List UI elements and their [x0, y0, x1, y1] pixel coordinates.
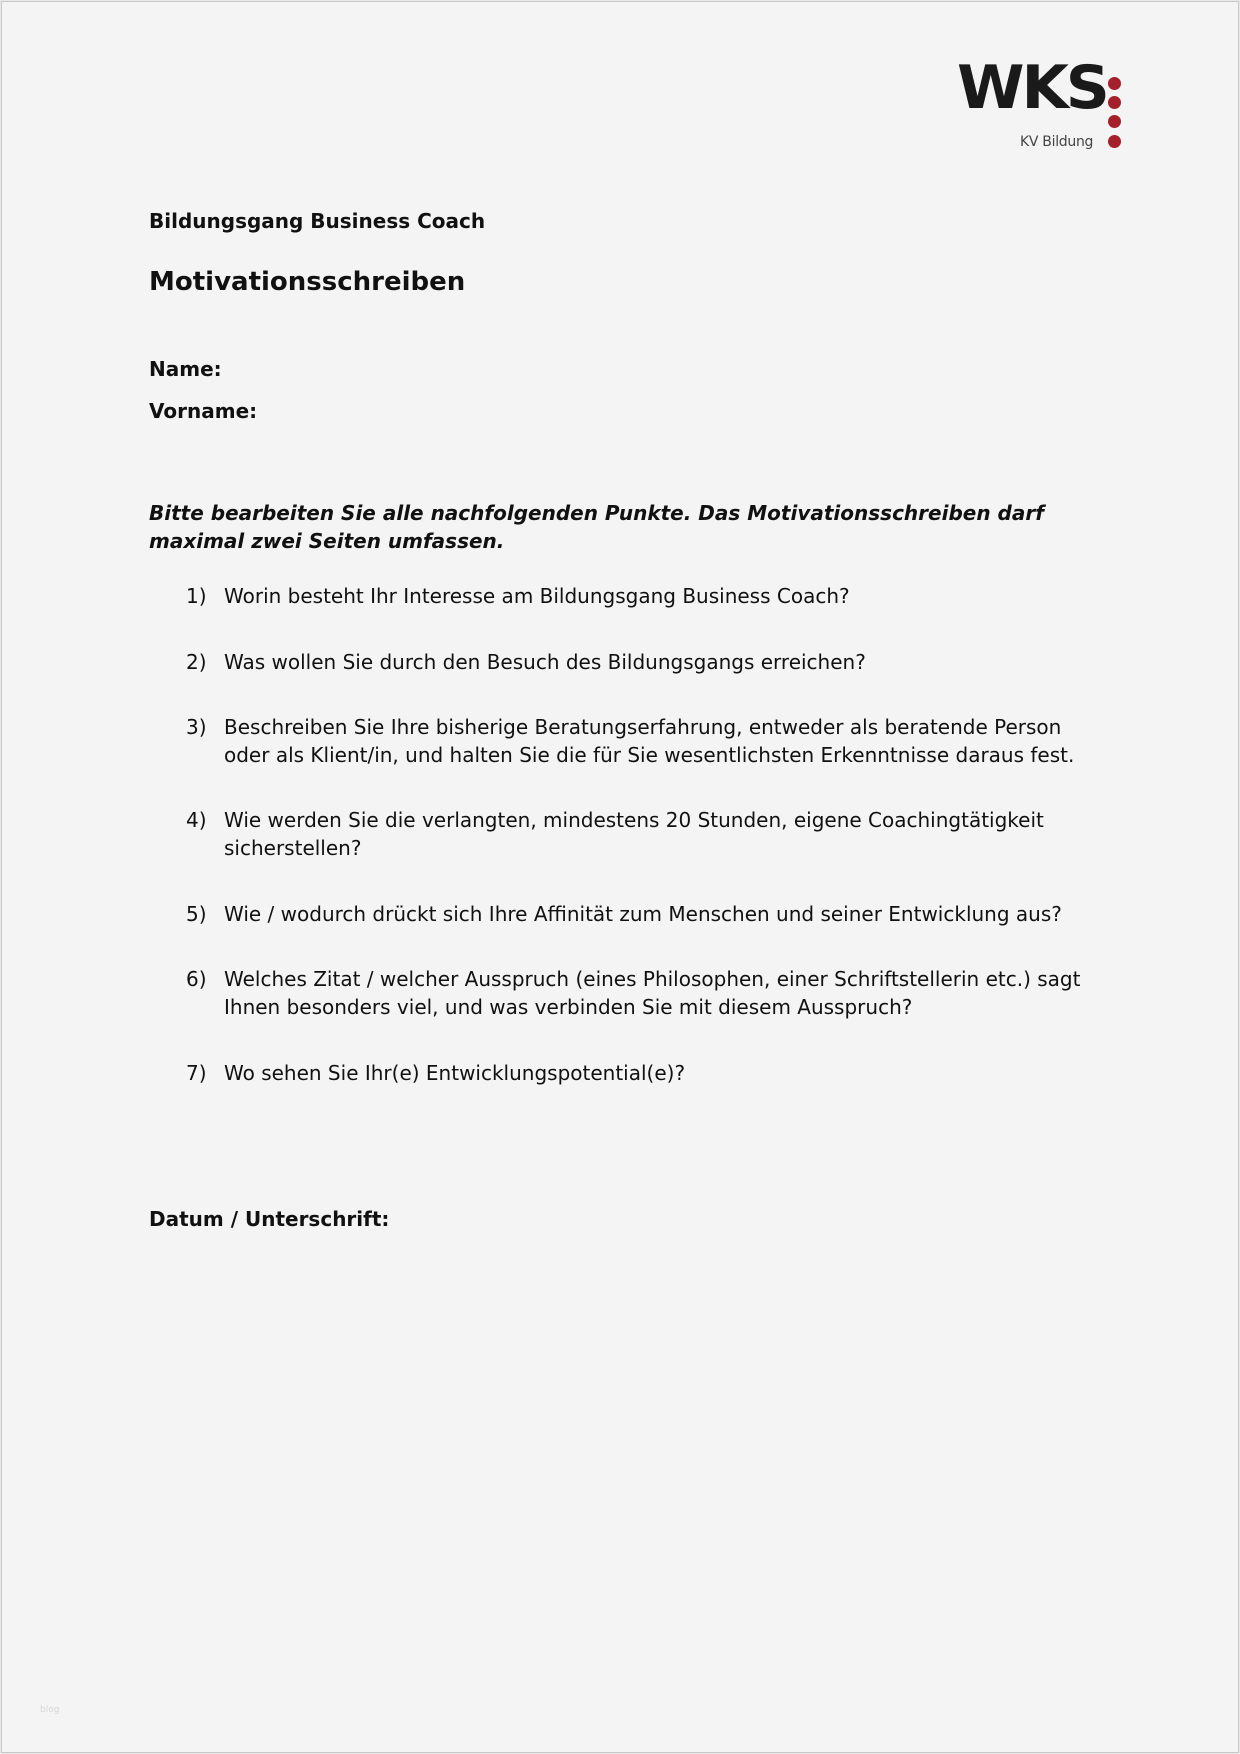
question-text: Worin besteht Ihr Interesse am Bildungsgang Business Coach?	[224, 584, 850, 608]
logo-dot	[1108, 115, 1121, 128]
question-number: 4)	[186, 808, 207, 832]
question-text: Beschreiben Sie Ihre bisherige Beratungserfahrung, entweder als beratende Person oder als Klient/in, und halten Sie die für Sie wesentlichsten Erkenntnisse daraus fest.	[224, 715, 1075, 767]
logo-dot	[1108, 135, 1121, 148]
question-number: 2)	[186, 650, 207, 674]
document-page	[1, 1, 1239, 1753]
watermark-text: blog	[40, 1705, 60, 1715]
question-number: 3)	[186, 715, 207, 739]
instruction-text: Bitte bearbeiten Sie alle nachfolgenden Punkte. Das Motivationsschreiben darf maximal zwei Seiten umfassen.	[149, 501, 1044, 553]
signature-label: Datum / Unterschrift:	[149, 1207, 390, 1231]
logo-dot	[1108, 77, 1121, 90]
question-text: Was wollen Sie durch den Besuch des Bildungsgangs erreichen?	[224, 650, 866, 674]
question-text: Wie werden Sie die verlangten, mindestens 20 Stunden, eigene Coachingtätigkeit sicherstellen?	[224, 808, 1044, 860]
document-subtitle: Bildungsgang Business Coach	[149, 209, 486, 233]
logo-subtext: KV Bildung	[1020, 134, 1094, 150]
logo-dots-icon	[1107, 72, 1123, 152]
name-label: Name:	[149, 357, 222, 381]
question-number: 6)	[186, 967, 207, 991]
logo-wordmark: WKS	[957, 53, 1107, 123]
wks-logo	[957, 53, 1127, 152]
question-number: 7)	[186, 1061, 207, 1085]
question-text: Wie / wodurch drückt sich Ihre Affinität zum Menschen und seiner Entwicklung aus?	[224, 902, 1062, 926]
document-title: Motivationsschreiben	[149, 267, 466, 297]
question-number: 1)	[186, 584, 207, 608]
vorname-label: Vorname:	[149, 399, 258, 423]
question-text: Wo sehen Sie Ihr(e) Entwicklungspotential(e)?	[224, 1061, 686, 1085]
question-text: Welches Zitat / welcher Ausspruch (eines Philosophen, einer Schriftstellerin etc.) sagt Ihnen besonders viel, und was verbinden Sie mit diesem Ausspruch?	[224, 967, 1081, 1019]
logo-dot	[1108, 96, 1121, 109]
question-number: 5)	[186, 902, 207, 926]
